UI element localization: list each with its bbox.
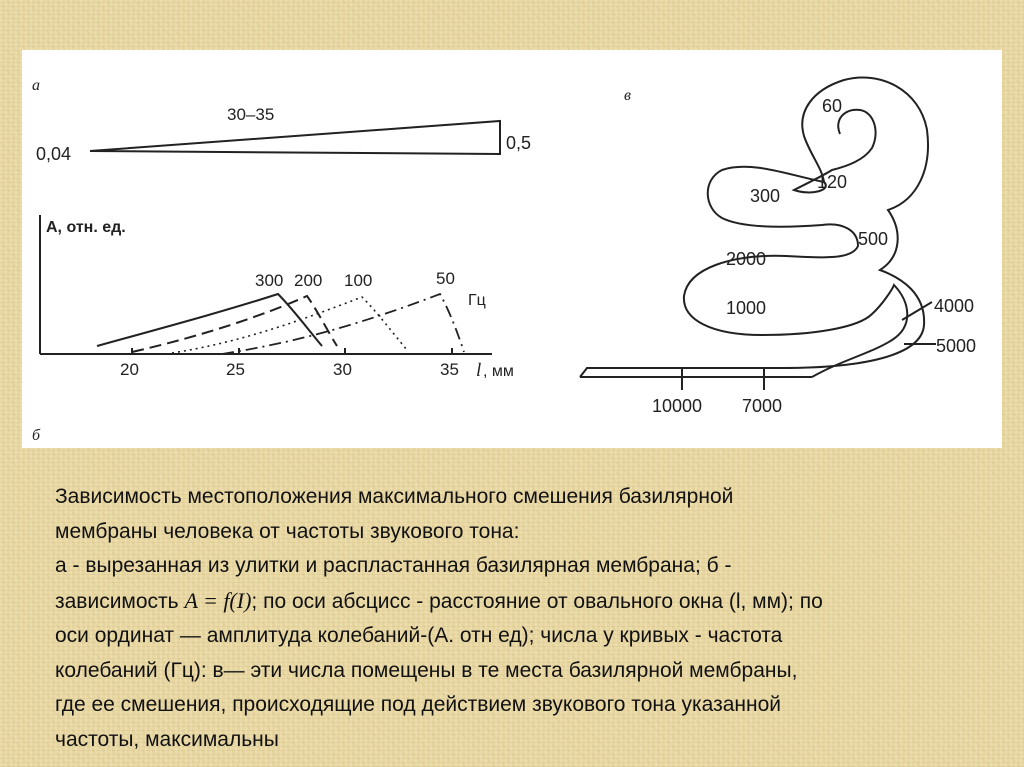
figure: [22, 50, 1002, 448]
panel-b-label: б: [32, 427, 41, 444]
caption-line: Зависимость местоположения максимального смешения базилярной: [55, 485, 734, 508]
freq-label-1000: 1000: [726, 298, 767, 318]
panel-v-label: в: [624, 87, 631, 104]
membrane-width-label: 30–35: [227, 105, 275, 124]
caption-text: ; по оси абсцисс - расстояние от овального окна (l, мм); по: [251, 589, 823, 613]
x-tick-label-20: 20: [120, 360, 139, 379]
flattened-membrane-shape: [90, 121, 500, 154]
x-tick-label-35: 35: [440, 360, 459, 379]
x-axis-unit: , мм: [483, 363, 514, 380]
freq-label-500: 500: [858, 229, 889, 249]
caption-text: зависимость: [55, 589, 185, 613]
caption-line: [55, 584, 1015, 620]
caption-line: оси ординат — амплитуда колебаний-(А. отн ед); числа у кривых - частота: [55, 624, 783, 647]
cochlea-spiral: [580, 77, 928, 377]
freq-label-7000: 7000: [742, 396, 783, 416]
x-tick-label-25: 25: [226, 360, 245, 379]
curve-300hz: [97, 294, 322, 346]
membrane-right-value: 0,5: [506, 133, 532, 153]
curve-200hz: [132, 296, 337, 352]
figure-svg: [22, 50, 1002, 448]
membrane-left-value: 0,04: [36, 144, 72, 164]
curve-label-100: 100: [344, 271, 373, 290]
panel-a-label: а: [32, 77, 40, 94]
freq-label-2000: 2000: [726, 249, 767, 269]
freq-label-300: 300: [750, 186, 781, 206]
figure-caption: [55, 480, 1015, 757]
caption-line: где ее смешения, происходящие под действием звукового тона указанной: [55, 693, 781, 716]
freq-label-5000: 5000: [936, 336, 977, 356]
x-axis-letter: l: [476, 360, 482, 381]
freq-label-10000: 10000: [652, 396, 703, 416]
frequency-unit-label: Гц: [468, 292, 486, 309]
curve-label-50: 50: [436, 269, 455, 288]
freq-label-60: 60: [822, 96, 843, 116]
caption-line: а - вырезанная из улитки и распластанная базилярная мембрана; б -: [55, 554, 732, 577]
caption-formula: A = f(I): [184, 587, 252, 613]
curve-50hz: [222, 294, 464, 354]
caption-line: частоты, максимальны: [55, 727, 279, 751]
curve-label-300: 300: [255, 271, 284, 290]
y-axis-label: A, отн. ед.: [46, 219, 126, 236]
caption-line: мембраны человека от частоты звукового тона:: [55, 519, 520, 543]
x-tick-label-30: 30: [333, 360, 352, 379]
freq-label-4000: 4000: [934, 296, 975, 316]
freq-label-120: 120: [817, 172, 848, 192]
caption-line: колебаний (Гц): в— эти числа помещены в те места базилярной мембраны,: [55, 658, 798, 682]
curve-label-200: 200: [294, 271, 323, 290]
